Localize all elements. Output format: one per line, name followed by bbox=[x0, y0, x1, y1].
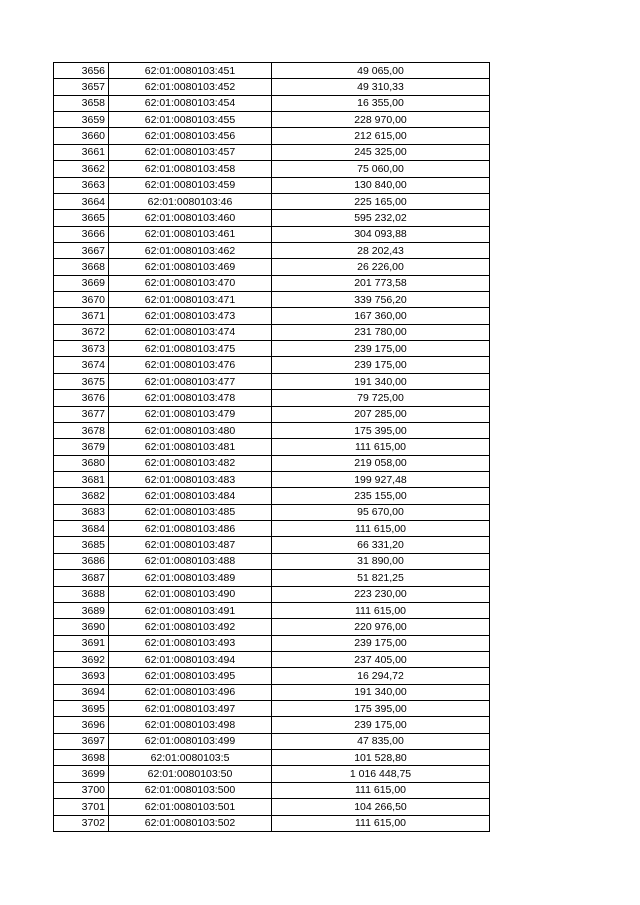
cadastral-number-cell: 62:01:0080103:461 bbox=[109, 226, 272, 242]
cadastral-value-cell: 104 266,50 bbox=[272, 799, 490, 815]
table-row bbox=[54, 95, 490, 111]
cadastral-value-cell: 595 232,02 bbox=[272, 210, 490, 226]
table-row bbox=[54, 701, 490, 717]
table-row bbox=[54, 782, 490, 798]
cadastral-number-cell: 62:01:0080103:469 bbox=[109, 259, 272, 275]
row-number-cell: 3697 bbox=[54, 733, 109, 749]
cadastral-number-cell: 62:01:0080103:491 bbox=[109, 602, 272, 618]
table-row bbox=[54, 406, 490, 422]
cadastral-value-cell: 223 230,00 bbox=[272, 586, 490, 602]
table-row bbox=[54, 521, 490, 537]
row-number-cell: 3692 bbox=[54, 651, 109, 667]
cadastral-value-cell: 225 165,00 bbox=[272, 193, 490, 209]
cadastral-value-cell: 245 325,00 bbox=[272, 144, 490, 160]
table-row bbox=[54, 537, 490, 553]
row-number-cell: 3658 bbox=[54, 95, 109, 111]
table-row bbox=[54, 144, 490, 160]
cadastral-value-cell: 111 615,00 bbox=[272, 782, 490, 798]
row-number-cell: 3675 bbox=[54, 373, 109, 389]
cadastral-number-cell: 62:01:0080103:492 bbox=[109, 619, 272, 635]
cadastral-value-cell: 201 773,58 bbox=[272, 275, 490, 291]
table-row bbox=[54, 815, 490, 831]
cadastral-value-cell: 47 835,00 bbox=[272, 733, 490, 749]
cadastral-number-cell: 62:01:0080103:476 bbox=[109, 357, 272, 373]
cadastral-value-cell: 130 840,00 bbox=[272, 177, 490, 193]
cadastral-value-cell: 111 615,00 bbox=[272, 815, 490, 831]
cadastral-number-cell: 62:01:0080103:490 bbox=[109, 586, 272, 602]
table-row bbox=[54, 373, 490, 389]
cadastral-number-cell: 62:01:0080103:474 bbox=[109, 324, 272, 340]
row-number-cell: 3670 bbox=[54, 292, 109, 308]
cadastral-value-cell: 51 821,25 bbox=[272, 570, 490, 586]
cadastral-value-cell: 101 528,80 bbox=[272, 750, 490, 766]
cadastral-number-cell: 62:01:0080103:502 bbox=[109, 815, 272, 831]
cadastral-value-cell: 212 615,00 bbox=[272, 128, 490, 144]
table-row bbox=[54, 733, 490, 749]
row-number-cell: 3688 bbox=[54, 586, 109, 602]
table-row bbox=[54, 210, 490, 226]
cadastral-number-cell: 62:01:0080103:482 bbox=[109, 455, 272, 471]
table-row bbox=[54, 308, 490, 324]
cadastral-value-cell: 16 355,00 bbox=[272, 95, 490, 111]
table-row bbox=[54, 570, 490, 586]
cadastral-number-cell: 62:01:0080103:458 bbox=[109, 161, 272, 177]
cadastral-number-cell: 62:01:0080103:489 bbox=[109, 570, 272, 586]
table-row bbox=[54, 177, 490, 193]
row-number-cell: 3695 bbox=[54, 701, 109, 717]
row-number-cell: 3663 bbox=[54, 177, 109, 193]
table-row bbox=[54, 504, 490, 520]
row-number-cell: 3699 bbox=[54, 766, 109, 782]
cadastral-number-cell: 62:01:0080103:481 bbox=[109, 439, 272, 455]
cadastral-number-cell: 62:01:0080103:457 bbox=[109, 144, 272, 160]
table-row bbox=[54, 455, 490, 471]
row-number-cell: 3666 bbox=[54, 226, 109, 242]
cadastral-number-cell: 62:01:0080103:451 bbox=[109, 63, 272, 79]
row-number-cell: 3662 bbox=[54, 161, 109, 177]
table-row bbox=[54, 602, 490, 618]
row-number-cell: 3690 bbox=[54, 619, 109, 635]
table-row bbox=[54, 619, 490, 635]
row-number-cell: 3660 bbox=[54, 128, 109, 144]
table-row bbox=[54, 63, 490, 79]
table-row bbox=[54, 193, 490, 209]
cadastral-number-cell: 62:01:0080103:498 bbox=[109, 717, 272, 733]
row-number-cell: 3673 bbox=[54, 341, 109, 357]
row-number-cell: 3696 bbox=[54, 717, 109, 733]
cadastral-value-cell: 219 058,00 bbox=[272, 455, 490, 471]
table-row bbox=[54, 471, 490, 487]
cadastral-number-cell: 62:01:0080103:480 bbox=[109, 422, 272, 438]
row-number-cell: 3698 bbox=[54, 750, 109, 766]
table-row bbox=[54, 226, 490, 242]
cadastral-number-cell: 62:01:0080103:493 bbox=[109, 635, 272, 651]
row-number-cell: 3684 bbox=[54, 521, 109, 537]
table-row bbox=[54, 668, 490, 684]
table-row bbox=[54, 390, 490, 406]
cadastral-number-cell: 62:01:0080103:486 bbox=[109, 521, 272, 537]
row-number-cell: 3667 bbox=[54, 242, 109, 258]
cadastral-number-cell: 62:01:0080103:456 bbox=[109, 128, 272, 144]
row-number-cell: 3659 bbox=[54, 112, 109, 128]
table-row bbox=[54, 684, 490, 700]
table-row bbox=[54, 79, 490, 95]
cadastral-value-cell: 239 175,00 bbox=[272, 635, 490, 651]
cadastral-value-cell: 49 310,33 bbox=[272, 79, 490, 95]
cadastral-value-cell: 16 294,72 bbox=[272, 668, 490, 684]
cadastral-value-cell: 1 016 448,75 bbox=[272, 766, 490, 782]
row-number-cell: 3701 bbox=[54, 799, 109, 815]
table-row bbox=[54, 324, 490, 340]
table-row bbox=[54, 651, 490, 667]
table-row bbox=[54, 128, 490, 144]
cadastral-number-cell: 62:01:0080103:462 bbox=[109, 242, 272, 258]
row-number-cell: 3661 bbox=[54, 144, 109, 160]
table-body bbox=[54, 63, 490, 832]
cadastral-value-cell: 26 226,00 bbox=[272, 259, 490, 275]
cadastral-number-cell: 62:01:0080103:471 bbox=[109, 292, 272, 308]
cadastral-number-cell: 62:01:0080103:475 bbox=[109, 341, 272, 357]
row-number-cell: 3665 bbox=[54, 210, 109, 226]
cadastral-number-cell: 62:01:0080103:46 bbox=[109, 193, 272, 209]
cadastral-value-cell: 175 395,00 bbox=[272, 422, 490, 438]
cadastral-value-cell: 111 615,00 bbox=[272, 602, 490, 618]
row-number-cell: 3702 bbox=[54, 815, 109, 831]
cadastral-number-cell: 62:01:0080103:452 bbox=[109, 79, 272, 95]
cadastral-number-cell: 62:01:0080103:479 bbox=[109, 406, 272, 422]
table-row bbox=[54, 750, 490, 766]
row-number-cell: 3677 bbox=[54, 406, 109, 422]
cadastral-value-cell: 239 175,00 bbox=[272, 357, 490, 373]
cadastral-value-cell: 28 202,43 bbox=[272, 242, 490, 258]
cadastral-number-cell: 62:01:0080103:50 bbox=[109, 766, 272, 782]
table-row bbox=[54, 112, 490, 128]
row-number-cell: 3694 bbox=[54, 684, 109, 700]
cadastral-number-cell: 62:01:0080103:470 bbox=[109, 275, 272, 291]
table-row bbox=[54, 357, 490, 373]
cadastral-value-cell: 207 285,00 bbox=[272, 406, 490, 422]
cadastral-value-cell: 220 976,00 bbox=[272, 619, 490, 635]
row-number-cell: 3681 bbox=[54, 471, 109, 487]
cadastral-value-table bbox=[53, 62, 490, 832]
cadastral-value-cell: 66 331,20 bbox=[272, 537, 490, 553]
cadastral-value-cell: 191 340,00 bbox=[272, 373, 490, 389]
table-row bbox=[54, 341, 490, 357]
row-number-cell: 3674 bbox=[54, 357, 109, 373]
cadastral-number-cell: 62:01:0080103:5 bbox=[109, 750, 272, 766]
cadastral-value-cell: 339 756,20 bbox=[272, 292, 490, 308]
cadastral-number-cell: 62:01:0080103:478 bbox=[109, 390, 272, 406]
cadastral-number-cell: 62:01:0080103:460 bbox=[109, 210, 272, 226]
table-row bbox=[54, 259, 490, 275]
cadastral-number-cell: 62:01:0080103:487 bbox=[109, 537, 272, 553]
cadastral-number-cell: 62:01:0080103:459 bbox=[109, 177, 272, 193]
row-number-cell: 3686 bbox=[54, 553, 109, 569]
table-row bbox=[54, 766, 490, 782]
table-row bbox=[54, 422, 490, 438]
table-row bbox=[54, 553, 490, 569]
cadastral-value-cell: 167 360,00 bbox=[272, 308, 490, 324]
row-number-cell: 3691 bbox=[54, 635, 109, 651]
table-row bbox=[54, 799, 490, 815]
row-number-cell: 3668 bbox=[54, 259, 109, 275]
table-row bbox=[54, 242, 490, 258]
cadastral-value-cell: 95 670,00 bbox=[272, 504, 490, 520]
cadastral-number-cell: 62:01:0080103:497 bbox=[109, 701, 272, 717]
cadastral-value-cell: 239 175,00 bbox=[272, 341, 490, 357]
row-number-cell: 3683 bbox=[54, 504, 109, 520]
cadastral-number-cell: 62:01:0080103:483 bbox=[109, 471, 272, 487]
cadastral-number-cell: 62:01:0080103:485 bbox=[109, 504, 272, 520]
cadastral-number-cell: 62:01:0080103:488 bbox=[109, 553, 272, 569]
cadastral-value-cell: 75 060,00 bbox=[272, 161, 490, 177]
cadastral-number-cell: 62:01:0080103:477 bbox=[109, 373, 272, 389]
cadastral-value-cell: 228 970,00 bbox=[272, 112, 490, 128]
table-row bbox=[54, 717, 490, 733]
table-row bbox=[54, 635, 490, 651]
table-row bbox=[54, 275, 490, 291]
row-number-cell: 3685 bbox=[54, 537, 109, 553]
row-number-cell: 3680 bbox=[54, 455, 109, 471]
row-number-cell: 3676 bbox=[54, 390, 109, 406]
cadastral-value-cell: 49 065,00 bbox=[272, 63, 490, 79]
cadastral-number-cell: 62:01:0080103:500 bbox=[109, 782, 272, 798]
row-number-cell: 3689 bbox=[54, 602, 109, 618]
row-number-cell: 3687 bbox=[54, 570, 109, 586]
row-number-cell: 3656 bbox=[54, 63, 109, 79]
cadastral-value-cell: 235 155,00 bbox=[272, 488, 490, 504]
cadastral-number-cell: 62:01:0080103:455 bbox=[109, 112, 272, 128]
row-number-cell: 3682 bbox=[54, 488, 109, 504]
row-number-cell: 3657 bbox=[54, 79, 109, 95]
cadastral-value-cell: 191 340,00 bbox=[272, 684, 490, 700]
row-number-cell: 3679 bbox=[54, 439, 109, 455]
row-number-cell: 3664 bbox=[54, 193, 109, 209]
cadastral-value-cell: 111 615,00 bbox=[272, 521, 490, 537]
cadastral-value-cell: 231 780,00 bbox=[272, 324, 490, 340]
cadastral-value-cell: 175 395,00 bbox=[272, 701, 490, 717]
table-row bbox=[54, 161, 490, 177]
cadastral-value-cell: 239 175,00 bbox=[272, 717, 490, 733]
cadastral-number-cell: 62:01:0080103:499 bbox=[109, 733, 272, 749]
row-number-cell: 3693 bbox=[54, 668, 109, 684]
row-number-cell: 3672 bbox=[54, 324, 109, 340]
cadastral-number-cell: 62:01:0080103:494 bbox=[109, 651, 272, 667]
cadastral-value-cell: 31 890,00 bbox=[272, 553, 490, 569]
cadastral-value-cell: 304 093,88 bbox=[272, 226, 490, 242]
row-number-cell: 3700 bbox=[54, 782, 109, 798]
row-number-cell: 3678 bbox=[54, 422, 109, 438]
cadastral-number-cell: 62:01:0080103:484 bbox=[109, 488, 272, 504]
row-number-cell: 3669 bbox=[54, 275, 109, 291]
row-number-cell: 3671 bbox=[54, 308, 109, 324]
cadastral-number-cell: 62:01:0080103:501 bbox=[109, 799, 272, 815]
cadastral-value-cell: 79 725,00 bbox=[272, 390, 490, 406]
cadastral-number-cell: 62:01:0080103:495 bbox=[109, 668, 272, 684]
cadastral-number-cell: 62:01:0080103:454 bbox=[109, 95, 272, 111]
cadastral-number-cell: 62:01:0080103:496 bbox=[109, 684, 272, 700]
cadastral-number-cell: 62:01:0080103:473 bbox=[109, 308, 272, 324]
table-row bbox=[54, 488, 490, 504]
table-row bbox=[54, 439, 490, 455]
cadastral-value-cell: 111 615,00 bbox=[272, 439, 490, 455]
table-row bbox=[54, 292, 490, 308]
table-row bbox=[54, 586, 490, 602]
cadastral-value-cell: 237 405,00 bbox=[272, 651, 490, 667]
cadastral-value-cell: 199 927,48 bbox=[272, 471, 490, 487]
